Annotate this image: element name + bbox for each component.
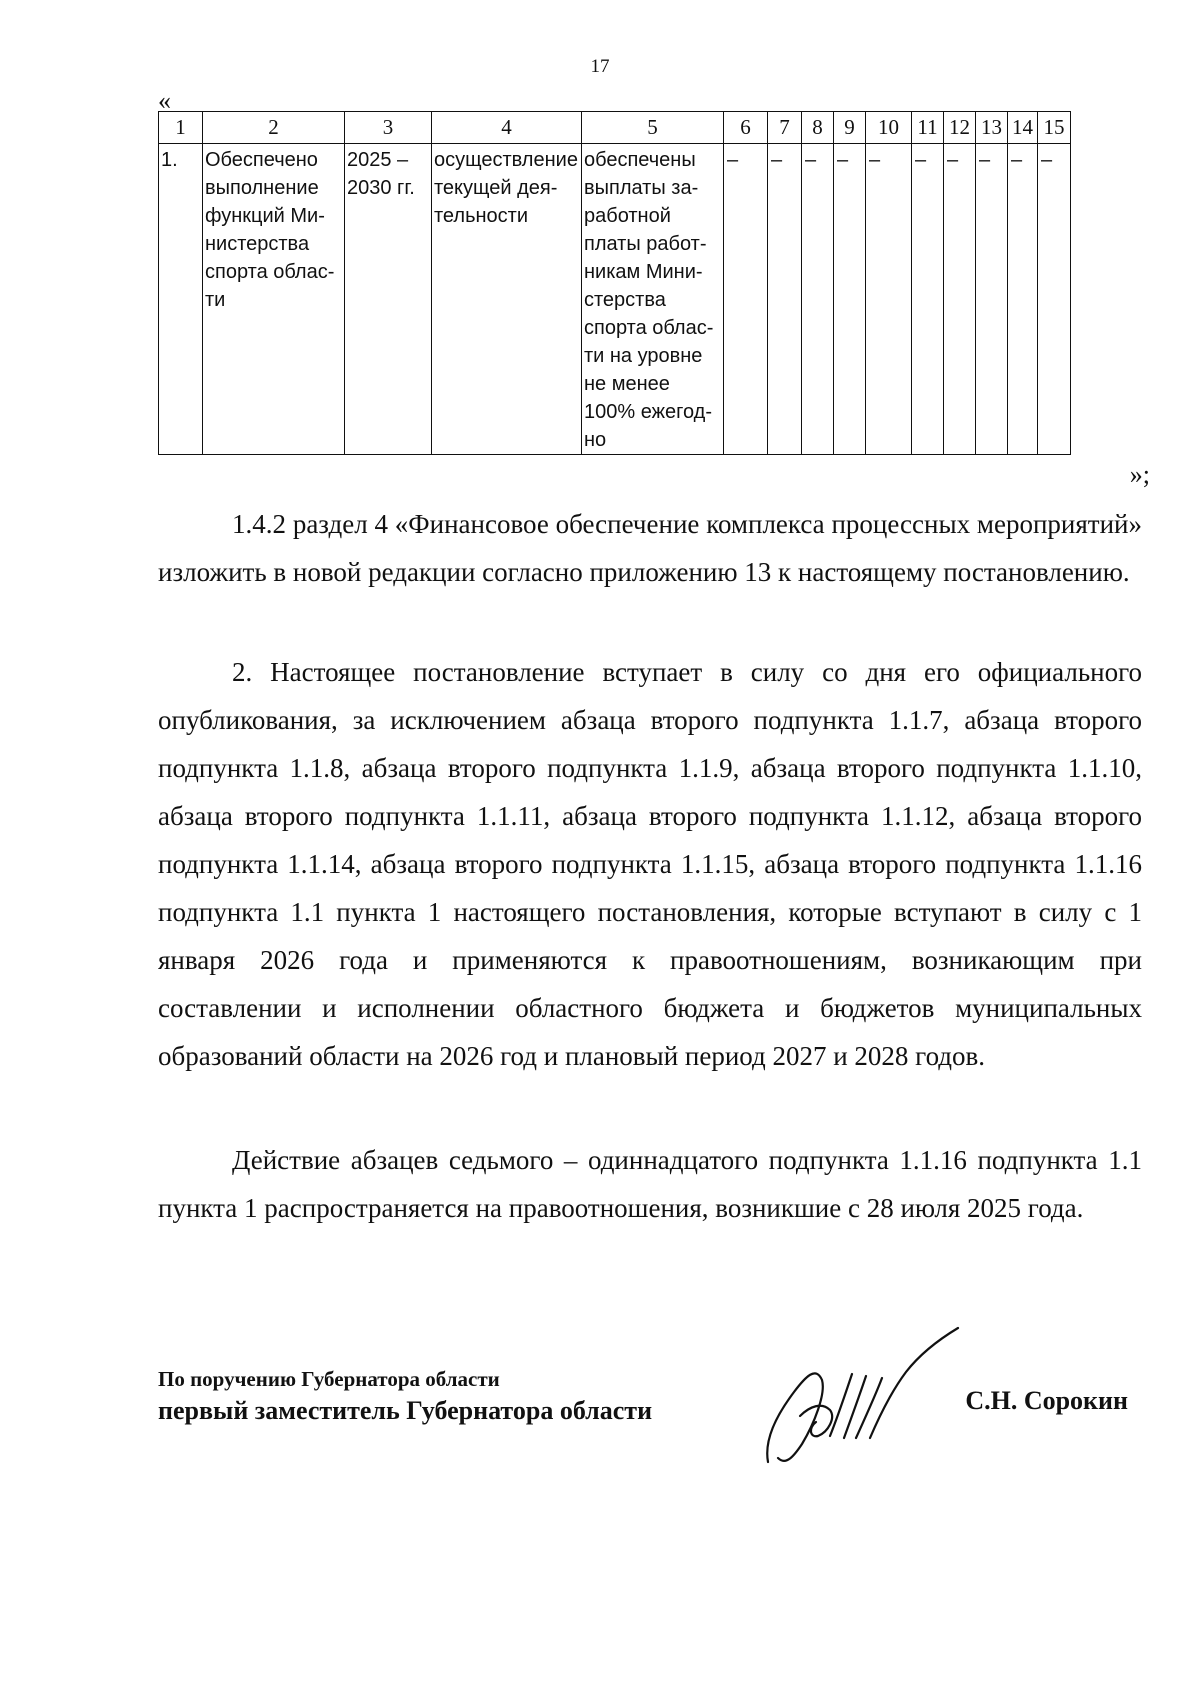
signatory-authority-line: По поручению Губернатора области bbox=[158, 1367, 500, 1391]
period-cell: 2025 – 2030 гг. bbox=[345, 144, 432, 455]
dash-cell-6: – bbox=[724, 144, 768, 455]
signatory-position-line: первый заместитель Губернатора области bbox=[158, 1396, 653, 1425]
header-cell-9: 9 bbox=[834, 112, 866, 144]
header-cell-14: 14 bbox=[1008, 112, 1038, 144]
dash-cell-14: – bbox=[1008, 144, 1038, 455]
page-number: 17 bbox=[590, 56, 610, 77]
indicators-table bbox=[158, 111, 1071, 455]
header-cell-2: 2 bbox=[203, 112, 345, 144]
dash-cell-15: – bbox=[1038, 144, 1071, 455]
dash-cell-7: – bbox=[768, 144, 802, 455]
dash-cell-10: – bbox=[866, 144, 912, 455]
paragraph-1-4-2: 1.4.2 раздел 4 «Финансовое обеспечение комплекса процессных мероприятий» изложить в новой редакции согласно приложению 13 к настоящему постановлению. bbox=[158, 509, 1142, 587]
header-cell-12: 12 bbox=[944, 112, 976, 144]
paragraph-3: Действие абзацев седьмого – одиннадцатого подпункта 1.1.16 подпункта 1.1 пункта 1 распространяется на правоотношения, возникшие с 28 июля 2025 года. bbox=[158, 1145, 1142, 1223]
dash-cell-13: – bbox=[976, 144, 1008, 455]
dash-cell-8: – bbox=[802, 144, 834, 455]
paragraph-2: 2. Настоящее постановление вступает в силу со дня его официального опубликования, за исключением абзаца второго подпункта 1.1.7, абзаца второго подпункта 1.1.8, абзаца второго подпункта 1.1.9, абзаца второго подпункта 1.1.10, абзаца второго подпункта 1.1.11, абзаца второго подпункта 1.1.12, абзаца второго подпункта 1.1.14, абзаца второго подпункта 1.1.15, абзаца второго подпункта 1.1.16 подпункта 1.1 пункта 1 настоящего постановления, которые вступают в силу с 1 января 2026 года и применяются к правоотношениям, возникающим при составлении и исполнении областного бюджета и бюджетов муниципальных образований области на 2026 год и плановый период 2027 и 2028 годов. bbox=[158, 657, 1142, 1071]
header-cell-10: 10 bbox=[866, 112, 912, 144]
header-cell-8: 8 bbox=[802, 112, 834, 144]
signatory-name: С.Н. Сорокин bbox=[965, 1386, 1128, 1415]
header-cell-5: 5 bbox=[582, 112, 724, 144]
activity-type-cell: осуществление текущей деятельности bbox=[432, 144, 582, 455]
result-cell: обеспечены выплаты заработной платы работникам Министерства спорта области на уровне не менее 100% ежегодно bbox=[582, 144, 724, 455]
row-number-cell: 1. bbox=[159, 144, 203, 455]
handwritten-signature bbox=[760, 1320, 960, 1470]
header-cell-6: 6 bbox=[724, 112, 768, 144]
table-header-row bbox=[159, 112, 1071, 144]
closing-quote-mark: »; bbox=[1129, 460, 1150, 489]
signatory-title bbox=[158, 1364, 652, 1428]
header-cell-7: 7 bbox=[768, 112, 802, 144]
header-cell-11: 11 bbox=[912, 112, 944, 144]
task-cell: Обеспечено выполнение функций Министерства спорта области bbox=[203, 144, 345, 455]
dash-cell-9: – bbox=[834, 144, 866, 455]
header-cell-1: 1 bbox=[159, 112, 203, 144]
header-cell-15: 15 bbox=[1038, 112, 1071, 144]
header-cell-13: 13 bbox=[976, 112, 1008, 144]
dash-cell-11: – bbox=[912, 144, 944, 455]
header-cell-3: 3 bbox=[345, 112, 432, 144]
dash-cell-12: – bbox=[944, 144, 976, 455]
table-row bbox=[159, 144, 1071, 455]
header-cell-4: 4 bbox=[432, 112, 582, 144]
opening-quote-mark: « bbox=[158, 86, 171, 115]
